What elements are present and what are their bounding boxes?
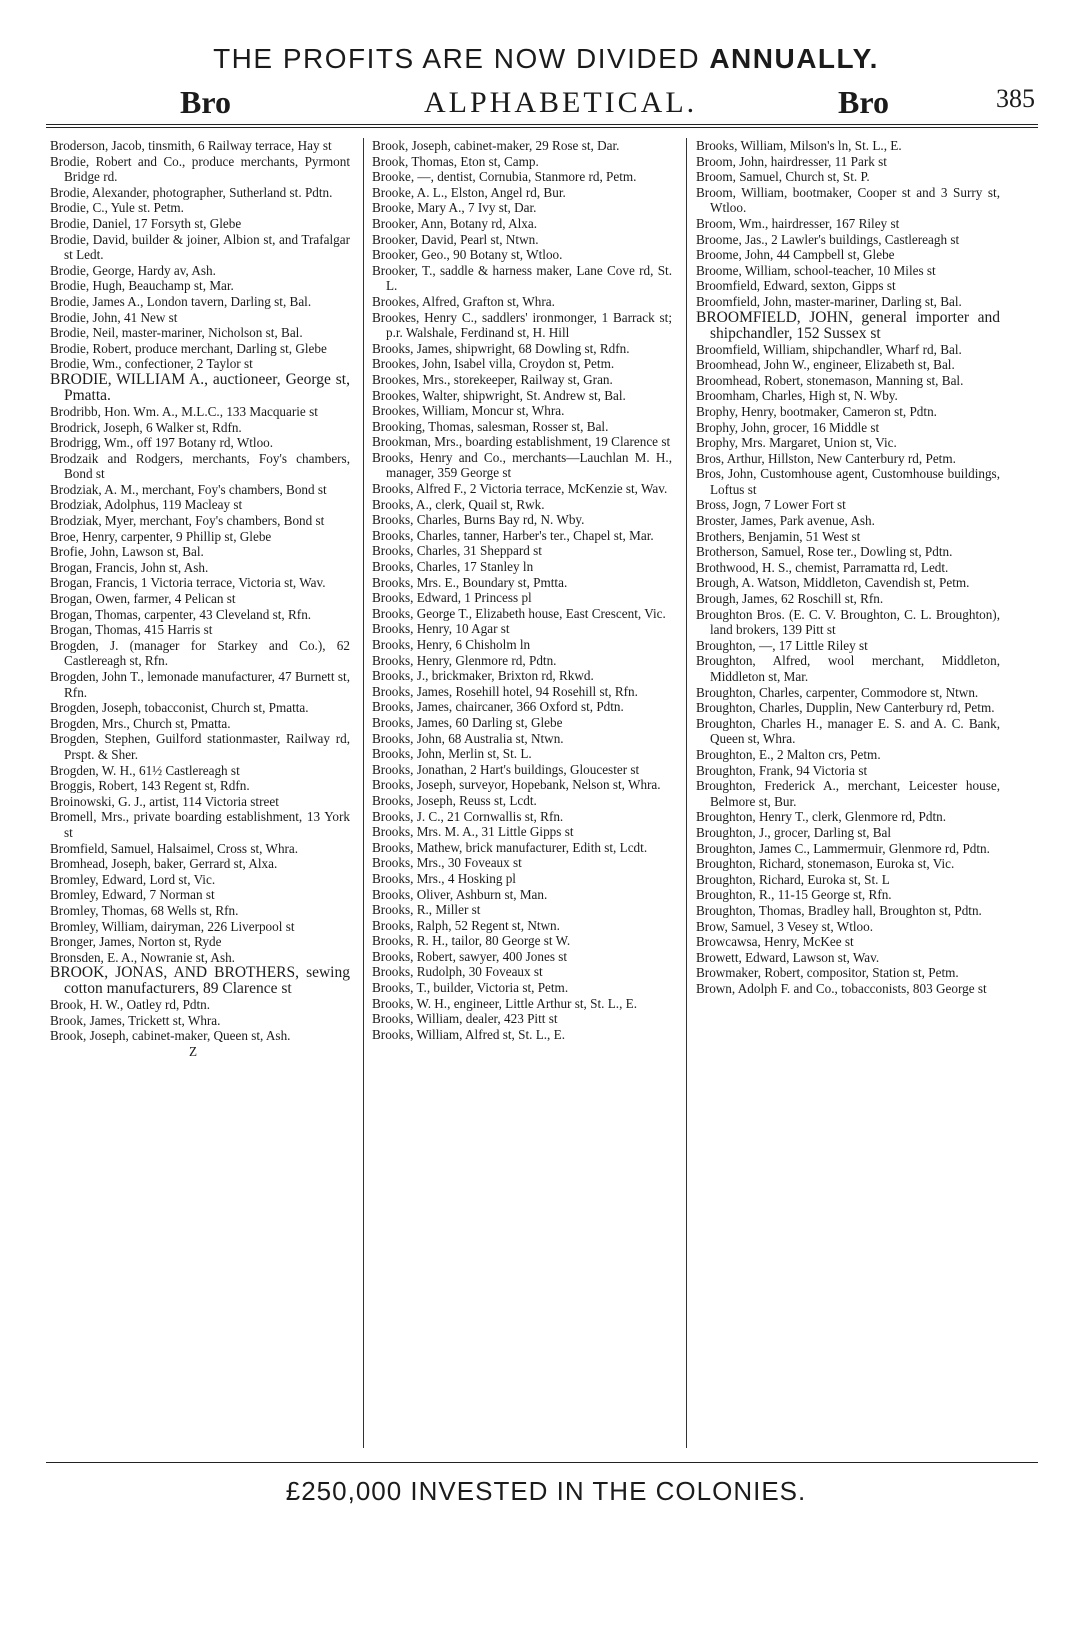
directory-entry: Bronger, James, Norton st, Ryde: [50, 934, 222, 950]
directory-entry: Brookes, William, Moncur st, Whra.: [372, 403, 565, 419]
directory-entry: Brookman, Mrs., boarding establishment, 19 Clarence st: [372, 434, 671, 450]
directory-entry: Brookes, Mrs., storekeeper, Railway st, Gran.: [372, 371, 613, 387]
directory-entry: Brooks, Charles, Burns Bay rd, N. Wby.: [372, 512, 585, 528]
directory-entry: Bromhead, Joseph, baker, Gerrard st, Alxa.: [50, 856, 278, 872]
directory-entry: Broinowski, G. J., artist, 114 Victoria street: [50, 793, 279, 809]
directory-entry: Brooks, John, Merlin st, St. L.: [372, 746, 532, 762]
directory-entry: Brooks, R. H., tailor, 80 George st W.: [372, 933, 571, 949]
directory-entry: Broomham, Charles, High st, N. Wby.: [696, 388, 898, 404]
directory-entry: Brophy, John, grocer, 16 Middle st: [696, 419, 880, 435]
directory-entry: Browmaker, Robert, compositor, Station st, Petm.: [696, 965, 959, 981]
directory-entry: Browcawsa, Henry, McKee st: [696, 934, 854, 950]
directory-entry: Brooks, W. H., engineer, Little Arthur st, St. L., E.: [372, 995, 638, 1011]
directory-entry: Brogden, W. H., 61½ Castlereagh st: [50, 762, 240, 778]
top-banner: [0, 44, 1092, 74]
directory-entry: Brodie, C., Yule st. Petm.: [50, 200, 184, 216]
directory-entry: Brooks, Mrs. M. A., 31 Little Gipps st: [372, 824, 574, 840]
directory-entry: Broe, Henry, carpenter, 9 Phillip st, Glebe: [50, 528, 272, 544]
column-3: [696, 138, 1000, 996]
directory-entry: Brook, James, Trickett st, Whra.: [50, 1012, 221, 1028]
directory-entry: Brook, Thomas, Eton st, Camp.: [372, 153, 539, 169]
directory-entry: Broom, William, bootmaker, Cooper st and 3 Surry st, Wtloo.: [696, 184, 1000, 216]
directory-entry: Brooker, Geo., 90 Botany st, Wtloo.: [372, 247, 563, 263]
directory-entry: Brooks, James, 60 Darling st, Glebe: [372, 714, 563, 730]
directory-entry: Brooks, Robert, sawyer, 400 Jones st: [372, 948, 568, 964]
directory-entry: Browett, Edward, Lawson st, Wav.: [696, 949, 880, 965]
header-left-guide: Bro: [180, 84, 231, 120]
directory-entry: Brooks, John, 68 Australia st, Ntwn.: [372, 730, 564, 746]
directory-entry: Brogden, Mrs., Church st, Pmatta.: [50, 715, 231, 731]
directory-entry: Brooks, J. C., 21 Cornwallis st, Rfn.: [372, 808, 564, 824]
directory-entry: Brophy, Mrs. Margaret, Union st, Vic.: [696, 435, 897, 451]
directory-entry: Brogden, J. (manager for Starkey and Co.), 62 Castlereagh st, Rfn.: [50, 637, 350, 669]
directory-entry: Brooks, J., brickmaker, Brixton rd, Rkwd.: [372, 668, 594, 684]
directory-entry: Brooks, James, shipwright, 68 Dowling st, Rdfn.: [372, 340, 630, 356]
directory-entry: Bromley, William, dairyman, 226 Liverpool st: [50, 918, 295, 934]
directory-entry: Brooks, Charles, 17 Stanley ln: [372, 559, 534, 575]
directory-entry: Brook, H. W., Oatley rd, Pdtn.: [50, 997, 211, 1013]
directory-entry: Broomhead, John W., engineer, Elizabeth st, Bal.: [696, 357, 955, 373]
directory-entry: Broomfield, John, master-mariner, Darling st, Bal.: [696, 293, 962, 309]
directory-entry: Brooks, James, chaircaner, 366 Oxford st, Pdtn.: [372, 699, 624, 715]
directory-entry: Broomhead, Robert, stonemason, Manning st, Bal.: [696, 372, 964, 388]
directory-entry: Brook, Joseph, cabinet-maker, Queen st, Ash.: [50, 1028, 291, 1044]
header-title: ALPHABETICAL.: [424, 86, 698, 119]
directory-entry: Brooks, Henry, 10 Agar st: [372, 621, 510, 637]
top-banner-text: THE PROFITS ARE NOW DIVIDED: [213, 43, 701, 74]
directory-entry: Brooks, Jonathan, 2 Hart's buildings, Gloucester st: [372, 761, 640, 777]
directory-entry: BRODIE, WILLIAM A., auctioneer, George st, Pmatta.: [50, 370, 350, 404]
directory-entry: Brooks, James, Rosehill hotel, 94 Rosehill st, Rfn.: [372, 683, 638, 699]
directory-entry: Brodziak, A. M., merchant, Foy's chambers, Bond st: [50, 481, 327, 497]
directory-entry: Brookes, Henry C., saddlers' ironmonger, 1 Barrack st; p.r. Walshale, Ferdinand st, H. Hill: [372, 309, 672, 341]
directory-entry: Broomfield, Edward, sexton, Gipps st: [696, 278, 896, 294]
directory-entry: Brough, James, 62 Roschill st, Rfn.: [696, 591, 884, 607]
directory-entry: Broughton, —, 17 Little Riley st: [696, 637, 868, 653]
header-right-guide: Bro: [838, 84, 889, 120]
directory-entry: Brooks, William, dealer, 423 Pitt st: [372, 1011, 558, 1027]
directory-entry: Brooker, David, Pearl st, Ntwn.: [372, 231, 539, 247]
directory-entry: Brookes, Alfred, Grafton st, Whra.: [372, 293, 555, 309]
directory-entry: Brodie, James A., London tavern, Darling st, Bal.: [50, 293, 312, 309]
directory-entry: Broughton, Thomas, Bradley hall, Broughton st, Pdtn.: [696, 902, 982, 918]
directory-entry: Broderson, Jacob, tinsmith, 6 Railway terrace, Hay st: [50, 138, 332, 153]
directory-entry: Brodie, Robert, produce merchant, Darling st, Glebe: [50, 340, 327, 356]
directory-entry: Broughton, J., grocer, Darling st, Bal: [696, 824, 892, 840]
directory-entry: Brooking, Thomas, salesman, Rosser st, Bal.: [372, 418, 609, 434]
directory-entry: Brooks, Ralph, 52 Regent st, Ntwn.: [372, 917, 560, 933]
directory-entry: Brooks, Henry, 6 Chisholm ln: [372, 637, 531, 652]
directory-entry: Broughton, Alfred, wool merchant, Middleton, Middleton st, Mar.: [696, 653, 1000, 684]
directory-entry: Broughton, E., 2 Malton crs, Petm.: [696, 746, 881, 762]
directory-entry: Brooks, Mrs., 30 Foveaux st: [372, 855, 522, 871]
directory-entry: Brodie, David, builder & joiner, Albion st, and Trafalgar st Ledt.: [50, 231, 350, 263]
directory-entry: Brooks, Rudolph, 30 Foveaux st: [372, 964, 543, 980]
directory-entry: Broom, Samuel, Church st, St. P.: [696, 169, 870, 185]
directory-entry: Brookes, John, Isabel villa, Croydon st, Petm.: [372, 356, 615, 372]
directory-entry: Bros, Arthur, Hillston, New Canterbury rd, Petm.: [696, 450, 956, 466]
directory-entry: Brooks, Mathew, brick manufacturer, Edith st, Lcdt.: [372, 839, 648, 855]
directory-entry: Brooks, George T., Elizabeth house, East Crescent, Vic.: [372, 605, 666, 621]
directory-entry: Brodie, Robert and Co., produce merchants, Pyrmont Bridge rd.: [50, 153, 350, 185]
directory-entry: Broome, William, school-teacher, 10 Miles st: [696, 262, 936, 278]
directory-entry: Brodie, John, 41 New st: [50, 309, 178, 325]
footer-rule: [46, 1462, 1038, 1463]
directory-entry: Bromell, Mrs., private boarding establishment, 13 York st: [50, 809, 350, 840]
directory-entry: BROOMFIELD, JOHN, general importer and shipchandler, 152 Sussex st: [696, 308, 1000, 342]
directory-entry: Bronsden, E. A., Nowranie st, Ash.: [50, 949, 235, 965]
directory-entry: Broughton, Richard, Euroka st, St. L: [696, 871, 890, 887]
directory-entry: Brodziak, Adolphus, 119 Macleay st: [50, 497, 243, 513]
directory-entry: Brooks, Mrs. E., Boundary st, Pmtta.: [372, 574, 568, 590]
directory-entry: Brothers, Benjamin, 51 West st: [696, 528, 861, 544]
directory-entry: Brogden, Joseph, tobacconist, Church st, Pmatta.: [50, 700, 309, 716]
directory-entry: Brophy, Henry, bootmaker, Cameron st, Pdtn.: [696, 403, 937, 419]
directory-entry: Broughton, Frederick A., merchant, Leicester house, Belmore st, Bur.: [696, 778, 1000, 809]
directory-entry: Brodie, George, Hardy av, Ash.: [50, 262, 216, 278]
directory-entry: Broughton, Frank, 94 Victoria st: [696, 762, 868, 778]
directory-entry: Brothwood, H. S., chemist, Parramatta rd, Ledt.: [696, 559, 949, 575]
directory-entry: Brodrick, Joseph, 6 Walker st, Rdfn.: [50, 419, 242, 435]
directory-entry: Brooks, R., Miller st: [372, 902, 481, 918]
directory-entry: Broughton, James C., Lammermuir, Glenmore rd, Pdtn.: [696, 840, 990, 856]
directory-entry: Brodzaik and Rodgers, merchants, Foy's chambers, Bond st: [50, 450, 350, 482]
top-banner-bold: ANNUALLY.: [709, 43, 879, 74]
directory-entry: Brown, Adolph F. and Co., tobacconists, 803 George st: [696, 980, 987, 996]
directory-entry: Bross, Jogn, 7 Lower Fort st: [696, 497, 846, 513]
directory-entry: Broster, James, Park avenue, Ash.: [696, 513, 875, 529]
directory-entry: Brooke, A. L., Elston, Angel rd, Bur.: [372, 184, 566, 200]
directory-entry: Brogan, Francis, 1 Victoria terrace, Victoria st, Wav.: [50, 575, 326, 591]
directory-entry: Bromfield, Samuel, Halsaimel, Cross st, Whra.: [50, 840, 299, 856]
directory-entry: Brooks, Edward, 1 Princess pl: [372, 590, 532, 606]
bottom-banner: £250,000 INVESTED IN THE COLONIES.: [285, 1476, 807, 1506]
directory-entry: Brooks, Joseph, surveyor, Hopebank, Nelson st, Whra.: [372, 777, 661, 793]
directory-entry: Brow, Samuel, 3 Vesey st, Wtloo.: [696, 918, 874, 934]
directory-entry: Brooke, —, dentist, Cornubia, Stanmore rd, Petm.: [372, 169, 637, 185]
directory-entry: Brooks, Henry and Co., merchants—Lauchlan M. H., manager, 359 George st: [372, 449, 672, 481]
directory-entry: Brooker, Ann, Botany rd, Alxa.: [372, 215, 538, 231]
directory-entry: Brooke, Mary A., 7 Ivy st, Dar.: [372, 200, 537, 216]
directory-entry: Brodie, Alexander, photographer, Sutherland st. Pdtn.: [50, 184, 333, 200]
directory-entry: Brogan, Thomas, 415 Harris st: [50, 622, 213, 638]
directory-entry: Brodie, Hugh, Beauchamp st, Mar.: [50, 278, 234, 294]
directory-entry: Broggis, Robert, 143 Regent st, Rdfn.: [50, 778, 250, 794]
header-rule: [46, 124, 1038, 125]
directory-entry: Brooks, William, Alfred st, St. L., E.: [372, 1026, 566, 1042]
column-2: [372, 138, 672, 1042]
column-divider: [686, 138, 687, 1448]
directory-entry: Brough, A. Watson, Middleton, Cavendish st, Petm.: [696, 575, 970, 591]
directory-entry: Brogan, Thomas, carpenter, 43 Cleveland st, Rfn.: [50, 606, 312, 622]
directory-entry: Broom, John, hairdresser, 11 Park st: [696, 153, 887, 169]
directory-entry: Brodie, Wm., confectioner, 2 Taylor st: [50, 356, 253, 372]
directory-entry: Brooks, T., builder, Victoria st, Petm.: [372, 980, 569, 996]
column-divider: [363, 138, 364, 1448]
directory-entry: Brodie, Daniel, 17 Forsyth st, Glebe: [50, 215, 242, 231]
page-number: 385: [996, 84, 1035, 113]
directory-entry: Bromley, Thomas, 68 Wells st, Rfn.: [50, 902, 239, 918]
directory-entry: Brooks, Oliver, Ashburn st, Man.: [372, 886, 548, 902]
directory-entry: Brooks, Charles, tanner, Harber's ter., Chapel st, Mar.: [372, 527, 654, 543]
directory-entry: Brogden, John T., lemonade manufacturer, 47 Burnett st, Rfn.: [50, 669, 350, 700]
directory-entry: Brotherson, Samuel, Rose ter., Dowling st, Pdtn.: [696, 544, 953, 560]
directory-entry: Broughton, R., 11-15 George st, Rfn.: [696, 887, 892, 903]
directory-entry: Brogan, Owen, farmer, 4 Pelican st: [50, 591, 236, 607]
directory-entry: Brook, Joseph, cabinet-maker, 29 Rose st, Dar.: [372, 138, 620, 153]
directory-entry: Broomfield, William, shipchandler, Wharf rd, Bal.: [696, 341, 962, 357]
directory-entry: Bros, John, Customhouse agent, Customhouse buildings, Loftus st: [696, 466, 1000, 497]
header-rule-double: [46, 127, 1038, 128]
page-header: [58, 84, 1038, 124]
directory-entry: BROOK, JONAS, AND BROTHERS, sewing cotton manufacturers, 89 Clarence st: [50, 964, 350, 998]
directory-entry: Brooks, A., clerk, Quail st, Rwk.: [372, 496, 545, 512]
directory-entry: Brogden, Stephen, Guilford stationmaster, Railway rd, Prspt. & Sher.: [50, 731, 350, 762]
directory-entry: Brodziak, Myer, merchant, Foy's chambers, Bond st: [50, 513, 325, 529]
directory-entry: Broughton Bros. (E. C. V. Broughton, C. L. Broughton), land brokers, 139 Pitt st: [696, 606, 1000, 638]
column-1: [50, 138, 350, 1060]
directory-entry: Brogan, Francis, John st, Ash.: [50, 559, 209, 575]
directory-entry: Brodie, Neil, master-mariner, Nicholson st, Bal.: [50, 325, 303, 341]
directory-entry: Brofie, John, Lawson st, Bal.: [50, 544, 204, 560]
directory-entry: Bromley, Edward, 7 Norman st: [50, 887, 215, 903]
directory-entry: Broom, Wm., hairdresser, 167 Riley st: [696, 215, 900, 231]
directory-entry: Brooks, Alfred F., 2 Victoria terrace, McKenzie st, Wav.: [372, 481, 668, 497]
directory-entry: Broughton, Charles, Dupplin, New Canterbury rd, Petm.: [696, 700, 995, 716]
directory-entry: Broughton, Richard, stonemason, Euroka st, Vic.: [696, 856, 955, 872]
directory-entry: Broome, Jas., 2 Lawler's buildings, Castlereagh st: [696, 231, 960, 247]
directory-entry: Broughton, Henry T., clerk, Glenmore rd, Pdtn.: [696, 809, 947, 825]
directory-entry: Broughton, Charles H., manager E. S. and A. C. Bank, Queen st, Whra.: [696, 715, 1000, 747]
directory-entry: Brodribb, Hon. Wm. A., M.L.C., 133 Macquarie st: [50, 403, 318, 419]
directory-entry: Brooks, Henry, Glenmore rd, Pdtn.: [372, 652, 557, 668]
directory-entry: Brooks, William, Milson's ln, St. L., E.: [696, 138, 902, 153]
directory-entry: Brooks, Charles, 31 Sheppard st: [372, 543, 542, 559]
directory-entry: Bromley, Edward, Lord st, Vic.: [50, 871, 216, 887]
directory-entry: Brooker, T., saddle & harness maker, Lane Cove rd, St. L.: [372, 262, 672, 294]
directory-entry: Brooks, Mrs., 4 Hosking pl: [372, 870, 516, 886]
directory-entry: Broome, John, 44 Campbell st, Glebe: [696, 247, 895, 263]
directory-entry: Z: [188, 1044, 198, 1060]
directory-entry: Brookes, Walter, shipwright, St. Andrew st, Bal.: [372, 387, 626, 403]
directory-entry: Brooks, Joseph, Reuss st, Lcdt.: [372, 792, 537, 808]
directory-entry: Broughton, Charles, carpenter, Commodore st, Ntwn.: [696, 684, 979, 700]
directory-entry: Brodrigg, Wm., off 197 Botany rd, Wtloo.: [50, 435, 274, 451]
